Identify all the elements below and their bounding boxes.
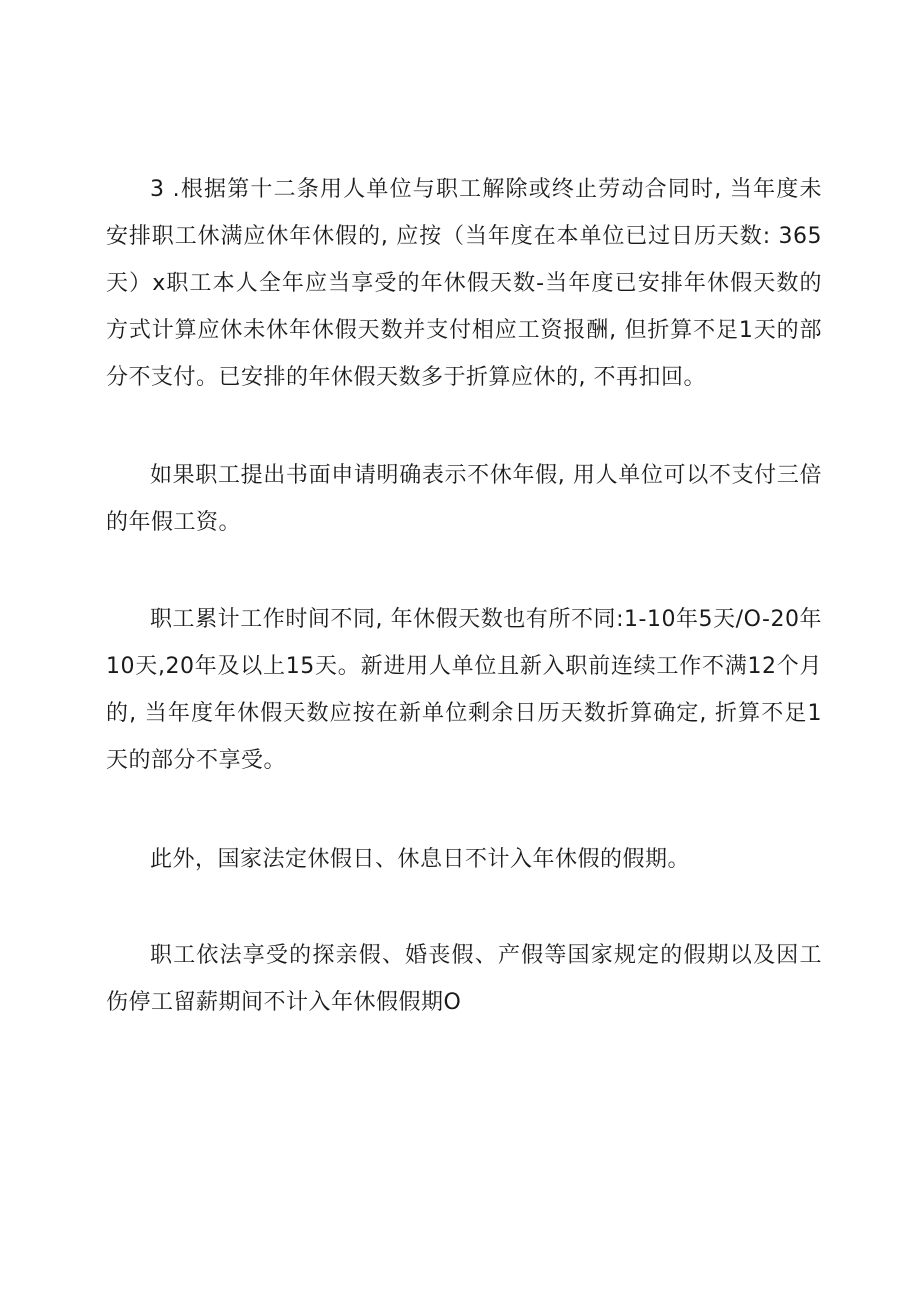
paragraph-leave-days-by-seniority: 职工累计工作时间不同, 年休假天数也有所不同:1-10年5天/O-20年10天,20年及以上15天。新进用人单位且新入职前连续工作不满12个月的, 当年度年休假天数应按在新单位剩余日历天数折算确定, 折算不足1天的部分不享受。 [106, 607, 822, 773]
paragraph-other-leave-excluded: 职工依法享受的探亲假、婚丧假、产假等国家规定的假期以及因工伤停工留薪期间不计入年休假假期O [106, 943, 822, 1015]
paragraph-holidays-excluded: 此外，国家法定休假日、休息日不计入年休假的假期。 [150, 847, 691, 872]
paragraph-annual-leave-settlement: 3 .根据第十二条用人单位与职工解除或终止劳动合同时, 当年度未安排职工休满应休年休假的, 应按（当年度在本单位已过日历天数: 365天）x职工本人全年应当享受的年休假天数-当年度已安排年休假天数的方式计算应休未休年休假天数并支付相应工资报酬, 但折算不足1天的部分不支付。已安排的年休假天数多于折算应休的, 不再扣回。 [106, 177, 822, 390]
paragraph-written-waiver: 如果职工提出书面申请明确表示不休年假, 用人单位可以不支付三倍的年假工资。 [106, 463, 822, 535]
